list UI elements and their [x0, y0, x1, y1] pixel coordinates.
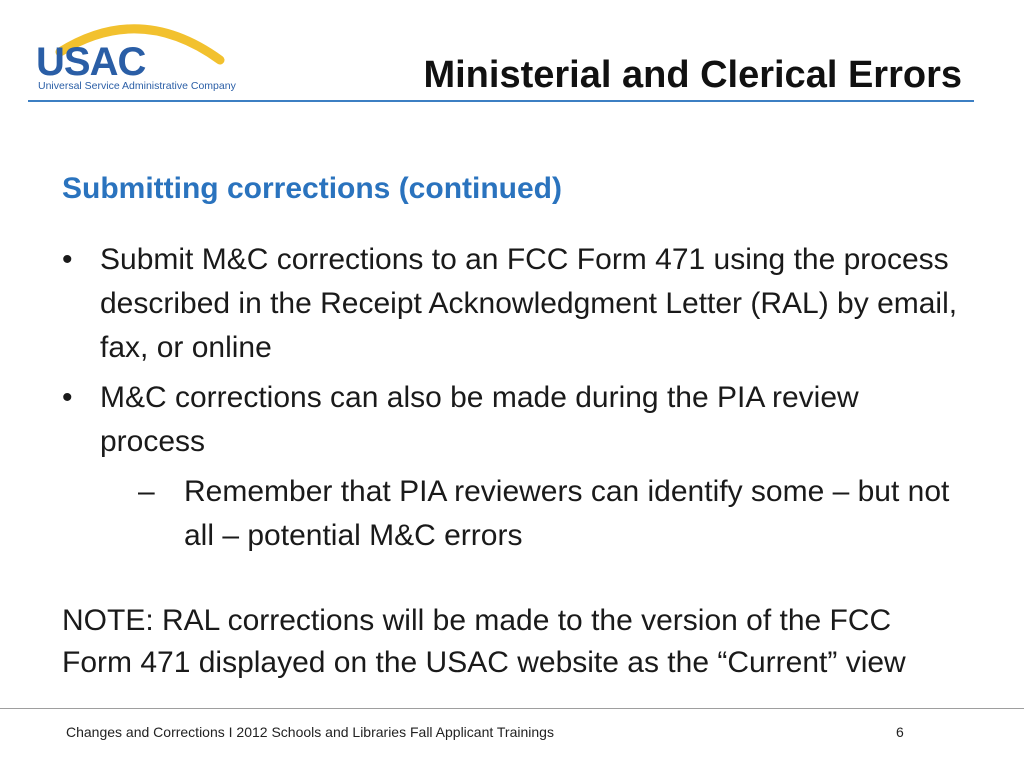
title-divider [28, 100, 974, 102]
usac-logo [30, 12, 236, 92]
sub-bullet-marker: – [138, 475, 155, 508]
bullet-item [62, 238, 972, 370]
footer-text: Changes and Corrections I 2012 Schools and Libraries Fall Applicant Trainings [66, 724, 554, 740]
bullet-text: M&C corrections can also be made during the PIA review process [100, 381, 859, 458]
logo-tagline: Universal Service Administrative Company [38, 80, 236, 92]
sub-bullet-item [138, 470, 972, 558]
section-subheading: Submitting corrections (continued) [62, 172, 562, 205]
slide-title: Ministerial and Clerical Errors [423, 54, 962, 96]
bullet-marker: • [62, 381, 73, 414]
footer-divider [0, 708, 1024, 709]
bullet-marker: • [62, 243, 73, 276]
sub-bullet-text: Remember that PIA reviewers can identify some – but not all – potential M&C errors [184, 475, 950, 552]
note-text: NOTE: RAL corrections will be made to the version of the FCC Form 471 displayed on the USAC website as the “Current” view [62, 604, 906, 679]
bullet-list [62, 238, 972, 564]
logo-wordmark: USAC [36, 40, 146, 84]
bullet-item [62, 376, 972, 558]
bullet-text: Submit M&C corrections to an FCC Form 471 using the process described in the Receipt Acknowledgment Letter (RAL) by email, fax, or online [100, 243, 958, 364]
page-number: 6 [896, 724, 904, 740]
